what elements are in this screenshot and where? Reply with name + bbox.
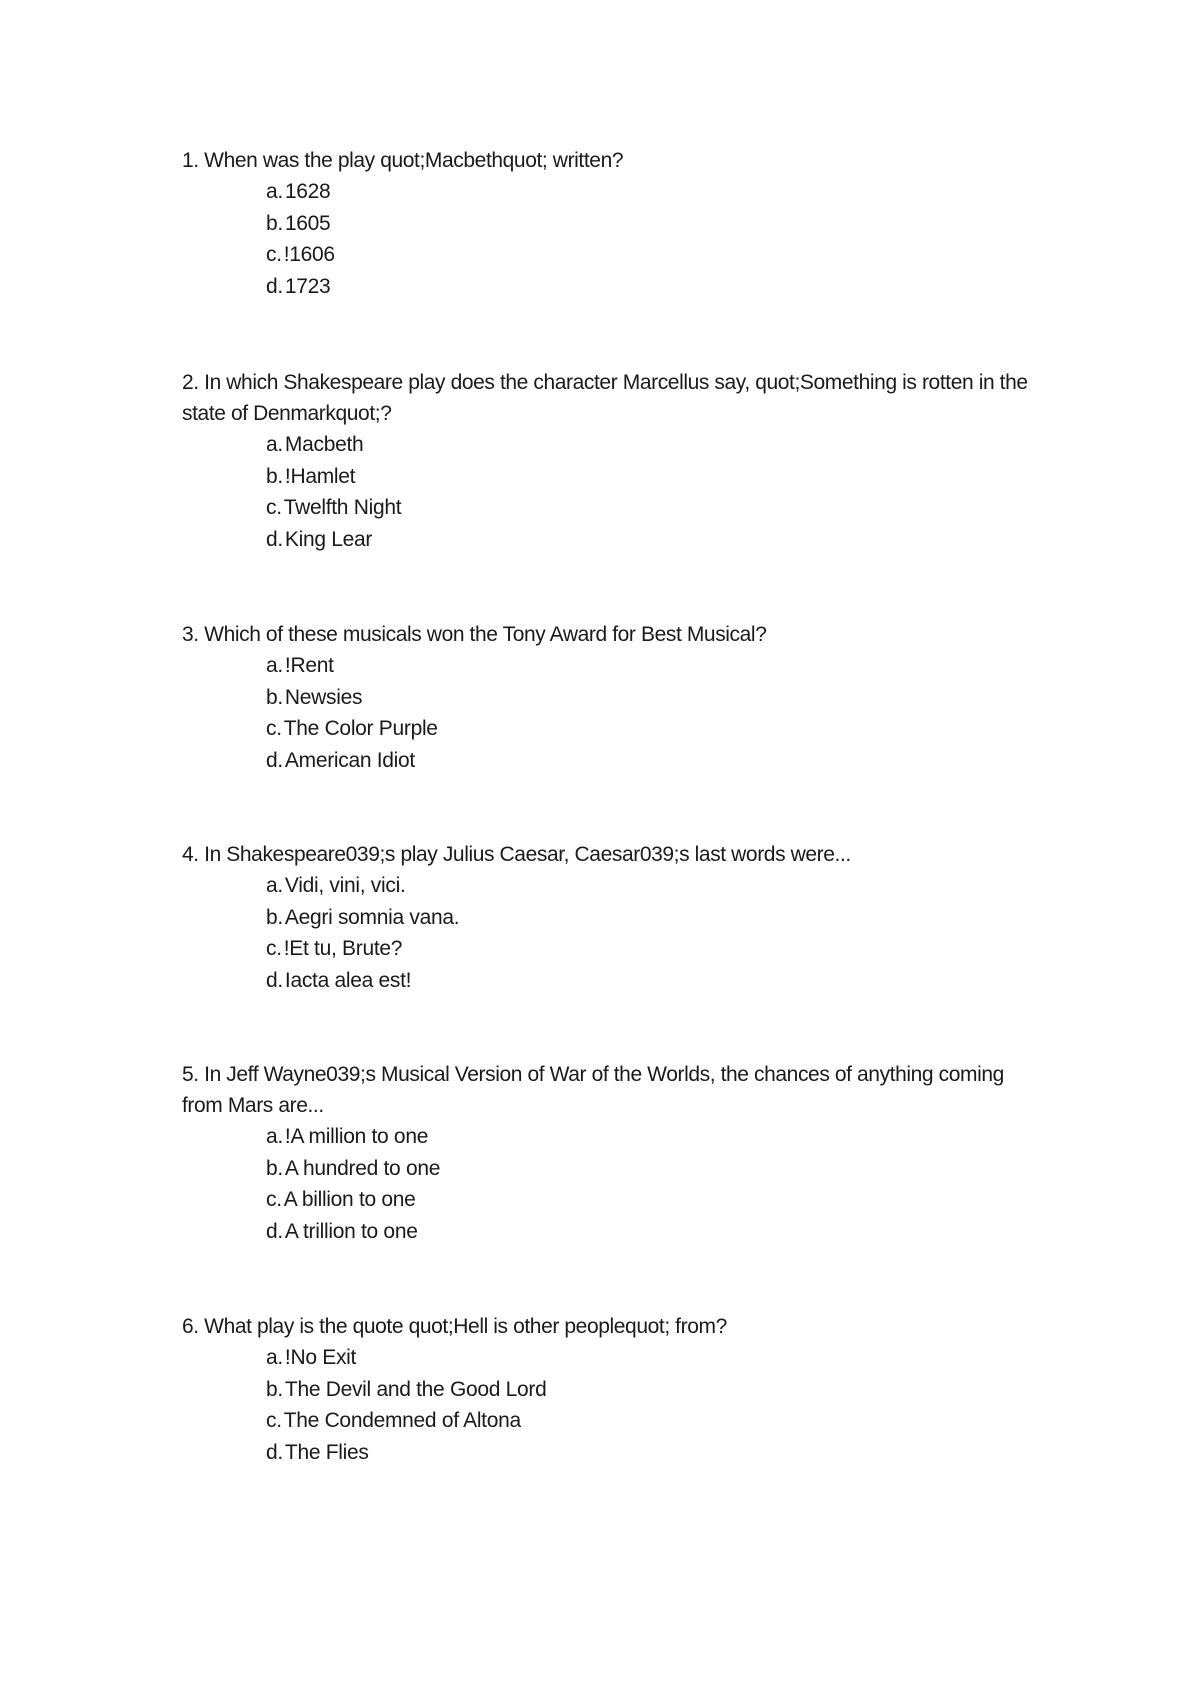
answer-text: !Et tu, Brute? (283, 937, 403, 960)
answer-option (266, 713, 1032, 745)
answer-letter: c. (266, 243, 282, 266)
answer-text: A hundred to one (284, 1156, 441, 1180)
answer-letter: c. (266, 496, 282, 519)
answer-text: !Hamlet (284, 464, 356, 488)
answer-text: Newsies (284, 685, 363, 709)
answer-text: American Idiot (284, 748, 415, 772)
answer-text: !Rent (284, 654, 334, 677)
answer-letter: a. (266, 1346, 283, 1369)
answer-option (266, 1405, 1032, 1437)
answer-letter: d. (266, 1219, 283, 1243)
question-text: 4. In Shakespeare039;s play Julius Caesar, Caesar039;s last words were... (182, 843, 851, 866)
question-1 (182, 145, 1032, 302)
question-3 (182, 619, 1032, 776)
answer-option (266, 461, 1032, 493)
answer-letter: a. (266, 654, 283, 677)
answer-option (266, 902, 1032, 934)
answer-text: A billion to one (283, 1188, 416, 1211)
answer-letter: d. (266, 527, 283, 551)
answer-list (182, 870, 1032, 996)
question-text: 2. In which Shakespeare play does the character Marcellus say, quot;Something is rotten in the state of Denmarkquot;? (182, 371, 1028, 425)
answer-text: Macbeth (284, 433, 364, 456)
question-text: 1. When was the play quot;Macbethquot; written? (182, 149, 624, 172)
answer-letter: a. (266, 874, 283, 897)
answer-text: 1628 (284, 180, 331, 203)
answer-text: Aegri somnia vana. (284, 905, 460, 929)
answer-option (266, 271, 1032, 303)
answer-option (266, 239, 1032, 271)
question-2 (182, 367, 1032, 555)
answer-option (266, 870, 1032, 902)
answer-letter: d. (266, 968, 283, 992)
answer-letter: d. (266, 1440, 283, 1464)
answer-list (182, 1121, 1032, 1247)
answer-option (266, 1342, 1032, 1374)
answer-letter: b. (266, 464, 283, 488)
question-6 (182, 1311, 1032, 1468)
answer-text: The Condemned of Altona (283, 1409, 521, 1432)
answer-option (266, 745, 1032, 777)
answer-list (182, 429, 1032, 555)
answer-text: The Color Purple (283, 717, 438, 740)
answer-option (266, 965, 1032, 997)
answer-letter: c. (266, 1409, 282, 1432)
answer-option (266, 176, 1032, 208)
answer-option (266, 650, 1032, 682)
answer-letter: a. (266, 180, 283, 203)
answer-option (266, 1374, 1032, 1406)
answer-option (266, 492, 1032, 524)
answer-text: Vidi, vini, vici. (284, 874, 406, 897)
answer-letter: b. (266, 1156, 283, 1180)
answer-option (266, 1184, 1032, 1216)
answer-text: Iacta alea est! (284, 968, 412, 992)
answer-letter: d. (266, 748, 283, 772)
answer-option (266, 1437, 1032, 1469)
answer-letter: d. (266, 274, 283, 298)
answer-letter: c. (266, 1188, 282, 1211)
answer-letter: c. (266, 937, 282, 960)
answer-text: King Lear (284, 527, 373, 551)
question-text: 3. Which of these musicals won the Tony Award for Best Musical? (182, 623, 767, 646)
question-4 (182, 839, 1032, 996)
answer-text: !A million to one (284, 1125, 429, 1148)
answer-text: The Devil and the Good Lord (284, 1377, 547, 1401)
answer-letter: b. (266, 685, 283, 709)
answer-letter: b. (266, 1377, 283, 1401)
answer-text: 1605 (284, 211, 331, 235)
answer-text: !No Exit (284, 1346, 357, 1369)
answer-option (266, 682, 1032, 714)
answer-option (266, 524, 1032, 556)
answer-letter: a. (266, 1125, 283, 1148)
answer-option (266, 429, 1032, 461)
answer-list (182, 176, 1032, 302)
answer-option (266, 208, 1032, 240)
answer-letter: b. (266, 211, 283, 235)
answer-letter: b. (266, 905, 283, 929)
answer-text: A trillion to one (284, 1219, 418, 1243)
answer-text: The Flies (284, 1440, 369, 1464)
question-5 (182, 1059, 1032, 1247)
answer-option (266, 1216, 1032, 1248)
question-text: 6. What play is the quote quot;Hell is other peoplequot; from? (182, 1315, 727, 1338)
answer-option (266, 1121, 1032, 1153)
answer-option (266, 933, 1032, 965)
answer-list (182, 650, 1032, 776)
answer-list (182, 1342, 1032, 1468)
answer-letter: a. (266, 433, 283, 456)
answer-text: 1723 (284, 274, 331, 298)
answer-letter: c. (266, 717, 282, 740)
question-text: 5. In Jeff Wayne039;s Musical Version of War of the Worlds, the chances of anything coming from Mars are... (182, 1063, 1004, 1117)
answer-text: Twelfth Night (283, 496, 402, 519)
answer-option (266, 1153, 1032, 1185)
answer-text: !1606 (283, 243, 335, 266)
